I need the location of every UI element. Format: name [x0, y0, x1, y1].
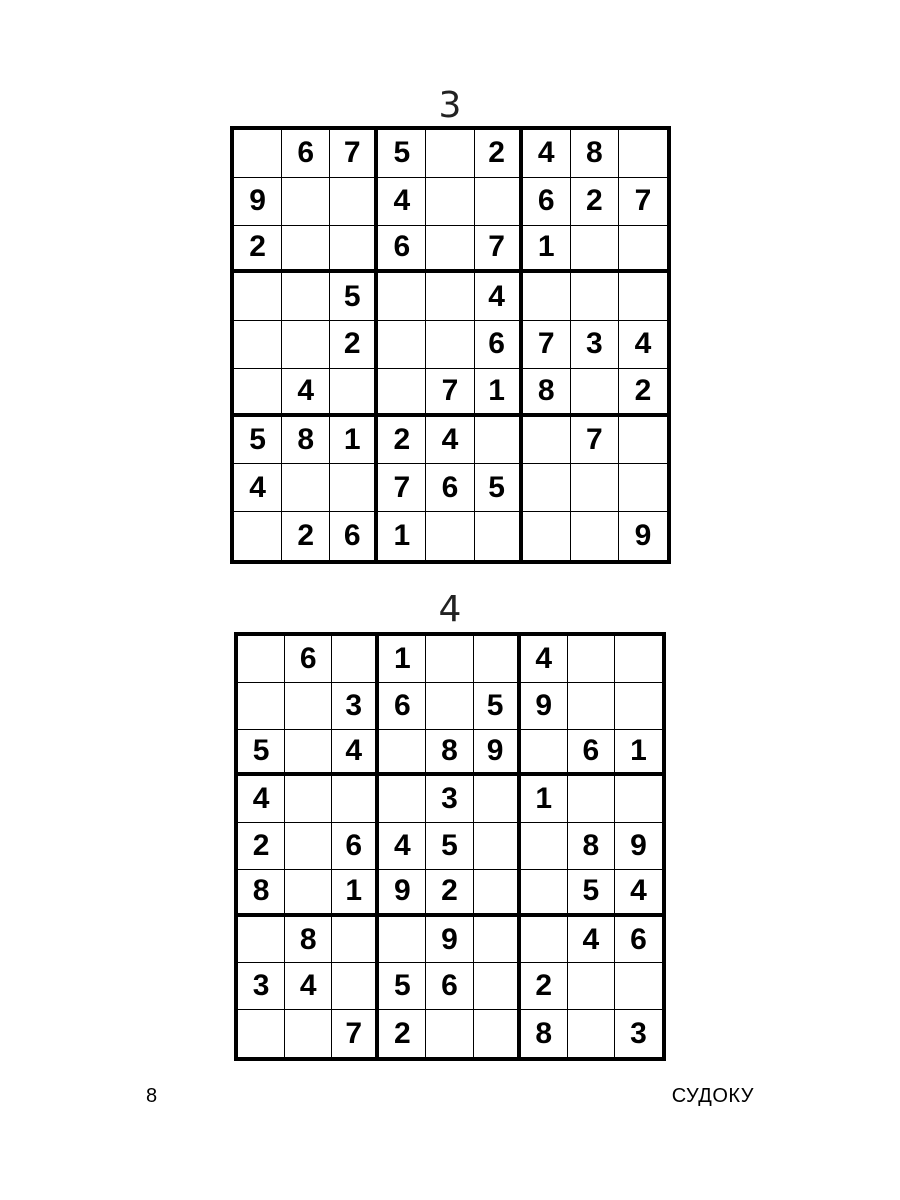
sudoku-cell: [285, 730, 332, 777]
sudoku-cell: [238, 917, 285, 964]
sudoku-cell: 7: [523, 321, 571, 369]
sudoku-cell: 8: [426, 730, 473, 777]
sudoku-cell: 3: [332, 683, 379, 730]
sudoku-cell: 8: [521, 1010, 568, 1057]
sudoku-cell: [332, 776, 379, 823]
sudoku-cell: 4: [378, 178, 426, 226]
sudoku-cell: [475, 512, 523, 560]
sudoku-cell: [285, 1010, 332, 1057]
sudoku-cell: 5: [426, 823, 473, 870]
sudoku-cell: 9: [426, 917, 473, 964]
sudoku-cell: [523, 273, 571, 321]
sudoku-cell: 9: [234, 178, 282, 226]
sudoku-cell: [474, 776, 521, 823]
sudoku-cell: [426, 226, 474, 274]
sudoku-cell: [568, 776, 615, 823]
sudoku-cell: [234, 512, 282, 560]
sudoku-cell: 8: [238, 870, 285, 917]
sudoku-cell: 1: [378, 512, 426, 560]
sudoku-cell: 5: [475, 464, 523, 512]
sudoku-cell: [234, 273, 282, 321]
sudoku-cell: [571, 273, 619, 321]
sudoku-cell: [474, 963, 521, 1010]
sudoku-cell: [568, 636, 615, 683]
sudoku-cell: 3: [426, 776, 473, 823]
sudoku-cell: [426, 273, 474, 321]
sudoku-cell: 1: [332, 870, 379, 917]
sudoku-cell: 5: [378, 130, 426, 178]
sudoku-cell: 2: [619, 369, 667, 417]
sudoku-cell: [426, 130, 474, 178]
sudoku-cell: [332, 917, 379, 964]
sudoku-cell: 7: [571, 417, 619, 465]
sudoku-cell: 4: [475, 273, 523, 321]
sudoku-cell: [474, 1010, 521, 1057]
sudoku-cell: [285, 823, 332, 870]
sudoku-cell: 5: [474, 683, 521, 730]
sudoku-cell: [238, 683, 285, 730]
sudoku-cell: [234, 321, 282, 369]
sudoku-cell: 8: [568, 823, 615, 870]
sudoku-cell: [474, 823, 521, 870]
puzzle-title: 3: [438, 85, 462, 126]
sudoku-cell: [285, 776, 332, 823]
sudoku-cell: 7: [426, 369, 474, 417]
sudoku-cell: [330, 464, 378, 512]
sudoku-cell: 2: [378, 417, 426, 465]
sudoku-cell: [378, 273, 426, 321]
sudoku-cell: [475, 417, 523, 465]
sudoku-cell: 6: [378, 226, 426, 274]
sudoku-cell: [379, 776, 426, 823]
sudoku-cell: 1: [330, 417, 378, 465]
sudoku-cell: [521, 730, 568, 777]
sudoku-grid: [230, 126, 671, 564]
sudoku-cell: 4: [521, 636, 568, 683]
sudoku-cell: 5: [379, 963, 426, 1010]
sudoku-cell: [615, 963, 662, 1010]
sudoku-cell: 7: [330, 130, 378, 178]
sudoku-cell: 1: [379, 636, 426, 683]
sudoku-cell: 5: [238, 730, 285, 777]
sudoku-cell: [238, 1010, 285, 1057]
sudoku-cell: 2: [234, 226, 282, 274]
sudoku-cell: [282, 273, 330, 321]
sudoku-cell: [615, 776, 662, 823]
sudoku-cell: 6: [615, 917, 662, 964]
sudoku-cell: [619, 130, 667, 178]
sudoku-cell: 7: [332, 1010, 379, 1057]
sudoku-cell: 4: [234, 464, 282, 512]
sudoku-cell: [426, 1010, 473, 1057]
sudoku-cell: [523, 512, 571, 560]
sudoku-cell: [521, 917, 568, 964]
sudoku-cell: [568, 963, 615, 1010]
sudoku-cell: 2: [571, 178, 619, 226]
sudoku-cell: 3: [238, 963, 285, 1010]
sudoku-cell: 7: [619, 178, 667, 226]
sudoku-cell: [330, 369, 378, 417]
sudoku-cell: 3: [630, 1016, 647, 1050]
sudoku-cell: 6: [475, 321, 523, 369]
sudoku-cell: 4: [426, 417, 474, 465]
sudoku-cell: 1: [521, 776, 568, 823]
sudoku-cell: [475, 178, 523, 226]
sudoku-cell: [282, 321, 330, 369]
sudoku-cell: 5: [330, 273, 378, 321]
sudoku-cell: [571, 369, 619, 417]
sudoku-cell: 2: [330, 321, 378, 369]
sudoku-cell: 4: [379, 823, 426, 870]
sudoku-cell: [571, 464, 619, 512]
running-head: СУДОКУ: [671, 1085, 754, 1107]
sudoku-cell: 2: [426, 870, 473, 917]
sudoku-cell: [619, 464, 667, 512]
sudoku-cell: 4: [568, 917, 615, 964]
sudoku-cell: 9: [474, 730, 521, 777]
sudoku-cell: [234, 369, 282, 417]
sudoku-cell: 6: [568, 730, 615, 777]
sudoku-cell: 5: [234, 417, 282, 465]
sudoku-cell: 2: [475, 130, 523, 178]
page-number: 8: [146, 1085, 158, 1107]
sudoku-cell: 2: [379, 1010, 426, 1057]
sudoku-cell: 4: [332, 730, 379, 777]
sudoku-cell: 9: [634, 519, 652, 553]
sudoku-cell: [474, 917, 521, 964]
sudoku-cell: 6: [332, 823, 379, 870]
sudoku-cell: [426, 636, 473, 683]
sudoku-cell: 9: [379, 870, 426, 917]
sudoku-cell: [285, 683, 332, 730]
sudoku-cell: [426, 321, 474, 369]
sudoku-cell: 8: [282, 417, 330, 465]
sudoku-cell: 7: [475, 226, 523, 274]
sudoku-cell: [426, 683, 473, 730]
sudoku-cell: [523, 464, 571, 512]
sudoku-cell: [619, 226, 667, 274]
sudoku-cell: 9: [521, 683, 568, 730]
sudoku-cell: 8: [285, 917, 332, 964]
sudoku-cell: 6: [285, 636, 332, 683]
sudoku-cell: 7: [378, 464, 426, 512]
sudoku-cell: [474, 636, 521, 683]
sudoku-cell: 6: [523, 178, 571, 226]
sudoku-cell: [523, 417, 571, 465]
sudoku-cell: [378, 321, 426, 369]
sudoku-cell: 4: [619, 321, 667, 369]
puzzle-title: 4: [438, 589, 462, 630]
sudoku-cell: [282, 226, 330, 274]
sudoku-cell: 6: [426, 963, 473, 1010]
sudoku-cell: [474, 870, 521, 917]
sudoku-cell: [332, 963, 379, 1010]
sudoku-cell: [521, 823, 568, 870]
sudoku-cell: 9: [615, 823, 662, 870]
sudoku-cell: [332, 636, 379, 683]
sudoku-cell: [615, 683, 662, 730]
sudoku-cell: [571, 512, 619, 560]
sudoku-cell: [378, 369, 426, 417]
sudoku-cell: [282, 178, 330, 226]
sudoku-cell: [234, 130, 282, 178]
sudoku-cell: 6: [379, 683, 426, 730]
sudoku-cell: 4: [282, 369, 330, 417]
sudoku-cell: 6: [426, 464, 474, 512]
sudoku-grid: [234, 632, 666, 1061]
sudoku-cell: [619, 417, 667, 465]
sudoku-cell: 5: [568, 870, 615, 917]
sudoku-cell: [238, 636, 285, 683]
sudoku-cell: [379, 730, 426, 777]
sudoku-cell: 4: [238, 776, 285, 823]
sudoku-cell: [568, 1010, 615, 1057]
sudoku-cell: [426, 512, 474, 560]
sudoku-cell: [568, 683, 615, 730]
sudoku-cell: [615, 636, 662, 683]
sudoku-cell: 4: [523, 130, 571, 178]
sudoku-cell: [330, 226, 378, 274]
sudoku-cell: 3: [571, 321, 619, 369]
sudoku-cell: [330, 178, 378, 226]
sudoku-cell: 8: [571, 130, 619, 178]
sudoku-cell: 4: [615, 870, 662, 917]
sudoku-cell: 2: [238, 823, 285, 870]
sudoku-cell: 6: [330, 512, 378, 560]
sudoku-cell: 1: [523, 226, 571, 274]
sudoku-cell: 6: [282, 130, 330, 178]
sudoku-cell: 1: [475, 369, 523, 417]
sudoku-cell: [379, 917, 426, 964]
sudoku-cell: 8: [523, 369, 571, 417]
sudoku-cell: [521, 870, 568, 917]
sudoku-cell: [426, 178, 474, 226]
sudoku-cell: [282, 464, 330, 512]
sudoku-cell: 4: [285, 963, 332, 1010]
sudoku-cell: [285, 870, 332, 917]
sudoku-cell: 2: [282, 512, 330, 560]
sudoku-cell: 1: [615, 730, 662, 777]
sudoku-cell: 2: [521, 963, 568, 1010]
sudoku-cell: [571, 226, 619, 274]
sudoku-cell: [619, 273, 667, 321]
